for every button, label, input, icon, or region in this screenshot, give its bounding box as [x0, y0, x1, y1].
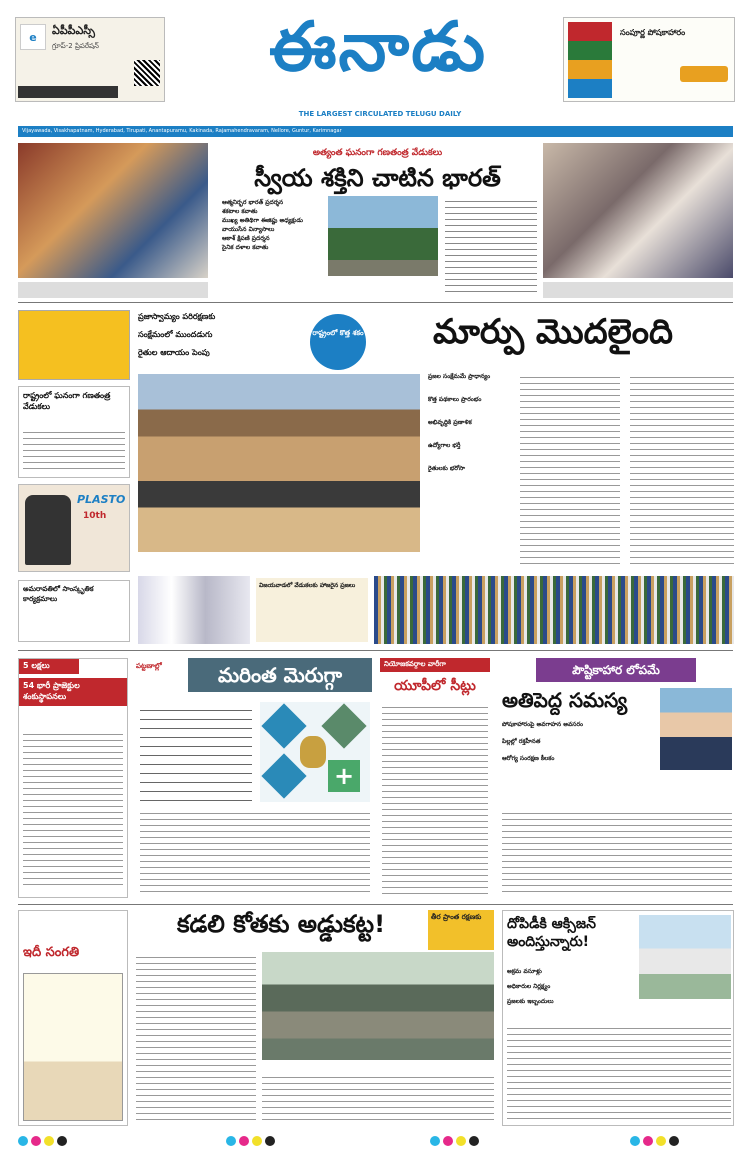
plasto-brand: PLASTO: [77, 493, 126, 506]
lead-parade-photo: [138, 374, 420, 552]
chair-icon: [25, 495, 71, 565]
box4-title: అతిపెద్ద సమస్య: [502, 688, 628, 712]
lead-badge: రాష్ట్రంలో కొత్త శకం: [310, 314, 366, 370]
plasto-ad: [18, 484, 130, 572]
lead-side-item: కొత్త పథకాలు ప్రారంభం: [428, 396, 482, 403]
masthead: [15, 8, 735, 118]
plus-icon: +: [328, 760, 360, 792]
right-bullet: ప్రజలకు ఇబ్బందులు: [507, 998, 554, 1005]
lead-side-item: అభివృద్ధికి ప్రణాళిక: [428, 419, 472, 426]
box4-text: [502, 808, 732, 896]
masthead-tagline: THE LARGEST CIRCULATED TELUGU DAILY: [298, 110, 462, 118]
cartoon-box: [18, 910, 128, 1126]
box4: [498, 658, 734, 898]
top-left-caption: [18, 282, 208, 298]
lead-side-items: [428, 372, 513, 473]
lead-kicker-3: రైతుల ఆదాయం పెంపు: [138, 348, 210, 357]
left-ad: [15, 17, 165, 102]
cartoon-title: ఇదీ సంగతి: [23, 945, 80, 960]
right-ad: [563, 17, 735, 102]
rule: [18, 650, 733, 651]
bag-icon: [300, 736, 326, 768]
right-bullet: అధికారుల నిర్లక్ష్యం: [507, 983, 551, 990]
rule: [18, 302, 733, 303]
top-story-text: [445, 196, 537, 294]
box1-title: 54 భారీ ప్రాజెక్టుల శంకుస్థాపనలు: [19, 678, 127, 706]
bottom-headline: కడలి కోతకు అడ్డుకట్ట!: [176, 910, 386, 938]
left-ad-sub: గ్రూప్-2 ప్రిపరేషన్: [52, 42, 99, 50]
top-right-photo: [543, 143, 733, 278]
bottom-side-kicker: తీర ప్రాంత రక్షణకు: [428, 910, 494, 950]
color-marks-2: [226, 1131, 278, 1150]
left-ad-title: ఏపీపీఎస్సీ: [52, 24, 95, 37]
box3: [380, 658, 490, 898]
left-brief-2: అమరావతిలో సాంస్కృతిక కార్యక్రమాలు: [18, 580, 130, 642]
color-marks-3: [430, 1131, 482, 1150]
top-bullet: ఆత్మనిర్భర భారత్ ప్రదర్శన: [222, 199, 284, 206]
lead-text-col-1: [520, 372, 620, 568]
top-tank-photo: [328, 196, 438, 276]
masthead-title: ఈనాడు: [268, 8, 488, 87]
box4-bullets: [502, 720, 657, 763]
lead-kicker-1: ప్రజాస్వామ్యం పరిరక్షణకు: [138, 312, 216, 321]
lead-text-col-2: [630, 372, 734, 568]
top-headline: స్వీయ శక్తిని చాటిన భారత్: [254, 164, 501, 192]
lead-side-item: ఉద్యోగాల భర్తీ: [428, 442, 461, 449]
top-bullets: [222, 198, 322, 252]
crowd-photo: [374, 576, 734, 644]
lead-headline: మార్పు మొదలైంది: [432, 312, 674, 352]
box2-text: [140, 808, 370, 896]
color-marks-1: [18, 1131, 70, 1150]
editions-strip: Vijayawada, Visakhapatnam, Hyderabad, Tirupati, Anantapuramu, Kakinada, Rajamahendravaram, Nellore, Guntur, Karimnagar: [18, 126, 733, 137]
right-bullets: [507, 967, 637, 1006]
leaf-icon: [321, 703, 366, 748]
middle-caption: విజయవాడలో వేడుకలకు హాజరైన ప్రజలు: [256, 578, 368, 642]
right-title: దోపిడీకి ఆక్సిజన్ అందిస్తున్నారు!: [507, 916, 596, 950]
drop-icon: [261, 703, 306, 748]
box4-bullet: పిల్లల్లో రక్తహీనత: [502, 738, 541, 745]
registration-marks: [18, 1131, 733, 1143]
right-bullet: అక్రమ వసూళ్లు: [507, 968, 542, 975]
right-text: [507, 1023, 731, 1121]
seawall-photo: [262, 952, 494, 1060]
box1: [18, 658, 128, 898]
middle-left-photo: [138, 576, 250, 644]
right-ad-text: సంపూర్ణ పోషకాహారం: [620, 28, 686, 37]
rule: [18, 904, 733, 905]
bottom-text-1: [136, 952, 256, 1124]
lead-side-item: రైతులకు భరోసా: [428, 465, 466, 472]
left-ad-strip: [18, 86, 118, 98]
box2-title: మరింత మెరుగ్గా: [188, 658, 372, 692]
box1-kicker: 5 లక్షలు: [19, 659, 79, 674]
lead-side-item: ప్రజల సంక్షేమమే ప్రాధాన్యం: [428, 373, 491, 380]
cartoon-drawing: [23, 973, 123, 1121]
left-brief-1-title: రాష్ట్రంలో ఘనంగా గణతంత్ర వేడుకలు: [23, 391, 111, 411]
right-story: [502, 910, 734, 1126]
plasto-tag: 10th: [83, 511, 107, 521]
color-marks-4: [630, 1131, 682, 1150]
left-brief-1: [18, 386, 130, 478]
box2-kicker: పట్టణాల్లో: [136, 662, 162, 670]
left-brief-1-text: [23, 427, 125, 471]
qr-code-icon: [134, 60, 160, 86]
top-bullet: ముఖ్య అతిథిగా ఈజిప్టు అధ్యక్షుడు: [222, 217, 303, 224]
top-left-photo: [18, 143, 208, 278]
box3-text: [382, 702, 488, 894]
box4-bullet: పోషకాహారంపై అవగాహన అవసరం: [502, 721, 584, 728]
lead-kicker-2: సంక్షేమంలో ముందడుగు: [138, 330, 213, 339]
doctor-portrait: [660, 688, 732, 770]
box2-bullets: [140, 702, 252, 802]
right-ad-books: [568, 22, 612, 98]
box3-kicker: నియోజకవర్గాల వారీగా: [380, 658, 490, 672]
box2-graphic: [260, 702, 370, 802]
oxygen-plant-photo: [639, 915, 731, 999]
top-kicker: అత్యంత ఘనంగా గణతంత్ర వేడుకలు: [312, 148, 443, 158]
box2: [136, 658, 372, 898]
top-bullet: సైనిక దళాల కవాతు: [222, 244, 269, 251]
app-logo-icon: e: [20, 24, 46, 50]
top-bullet: శకటాల కవాతు: [222, 208, 258, 215]
right-ad-badge: [680, 66, 728, 82]
left-ad-box: [18, 310, 130, 380]
top-bullet: వాయుసేన విన్యాసాలు: [222, 226, 275, 233]
box4-bullet: ఆరోగ్య సంరక్షణ కీలకం: [502, 755, 555, 762]
top-bullet: ఆకాశ్ క్షిపణి ప్రదర్శన: [222, 235, 270, 242]
box4-banner: పౌష్టికాహార లోపమే: [536, 658, 696, 682]
top-right-caption: [543, 282, 733, 298]
bottom-text-2: [262, 1072, 494, 1124]
box3-title: యూపీలో సీట్లు: [394, 678, 476, 694]
box1-text: [23, 729, 123, 889]
